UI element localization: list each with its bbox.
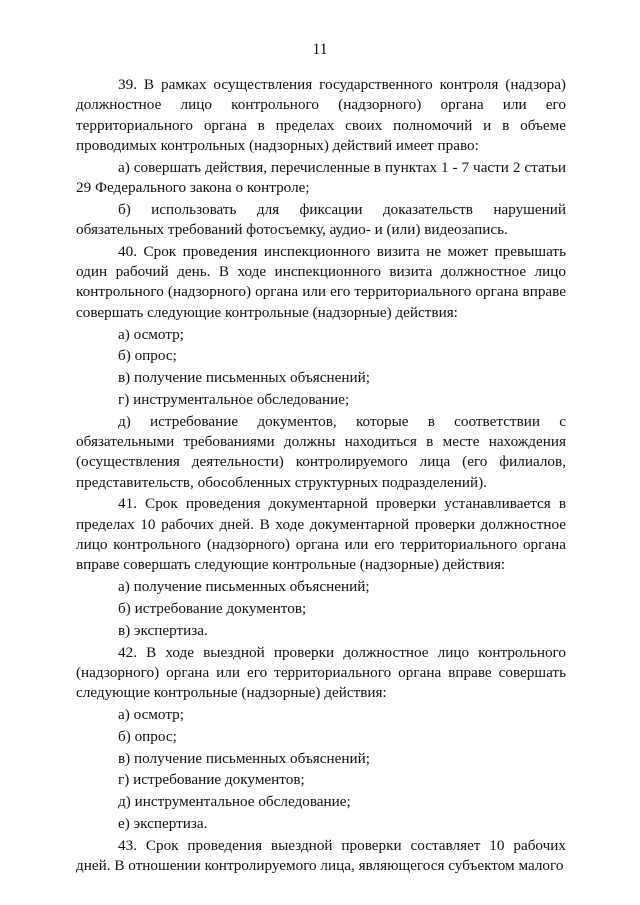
paragraph-42-item-a: а) осмотр; — [118, 705, 184, 723]
paragraph-43: 43. Срок проведения выездной проверки составляет 10 рабочих дней. В отношении контролируемого лица, являющегося субъектом малого — [76, 836, 566, 874]
document-body — [76, 75, 566, 878]
paragraph-40-item-a: а) осмотр; — [118, 325, 184, 343]
paragraph-40: 40. Срок проведения инспекционного визита не может превышать один рабочий день. В ходе инспекционного визита должностное лицо контрольного (надзорного) органа или его территориального органа вправе совершать следующие контрольные (надзорные) действия: — [76, 242, 566, 321]
paragraph-42-item-b: б) опрос; — [118, 727, 177, 745]
paragraph-40-item-v: в) получение письменных объяснений; — [118, 369, 371, 387]
paragraph-41: 41. Срок проведения документарной проверки устанавливается в пределах 10 рабочих дней. В ходе документарной проверки должностное лицо контрольного (надзорного) органа или его территориального органа вправе совершать следующие контрольные (надзорные) действия: — [76, 495, 566, 574]
paragraph-42-item-g: г) истребование документов; — [118, 771, 305, 789]
paragraph-41-item-a: а) получение письменных объяснений; — [118, 578, 370, 596]
paragraph-40-item-g: г) инструментальное обследование; — [118, 390, 350, 408]
paragraph-39-item-a: а) совершать действия, перечисленные в пунктах 1 - 7 части 2 статьи 29 Федерального закона о контроле; — [76, 158, 566, 196]
paragraph-42-item-d: д) инструментальное обследование; — [118, 793, 351, 811]
paragraph-42-item-e: е) экспертиза. — [118, 814, 208, 832]
paragraph-41-item-v: в) экспертиза. — [118, 621, 208, 639]
paragraph-41-item-b: б) истребование документов; — [118, 599, 307, 617]
paragraph-39-item-b: б) использовать для фиксации доказательств нарушений обязательных требований фотосъемку, аудио- и (или) видеозапись. — [76, 200, 566, 239]
paragraph-40-item-b: б) опрос; — [118, 347, 177, 365]
paragraph-40-item-d: д) истребование документов, которые в соответствии с обязательными требованиями должны находиться в месте нахождения (осуществления деятельности) контролируемого лица (его филиалов, представительств, обособленных структурных подразделений). — [76, 412, 566, 491]
paragraph-42: 42. В ходе выездной проверки должностное лицо контрольного (надзорного) органа или его территориального органа вправе совершать следующие контрольные (надзорные) действия: — [76, 643, 566, 702]
page-number: 11 — [312, 41, 328, 58]
paragraph-42-item-v: в) получение письменных объяснений; — [118, 749, 371, 767]
paragraph-39: 39. В рамках осуществления государственного контроля (надзора) должностное лицо контрольного (надзорного) органа или его территориального органа в пределах своих полномочий и в объеме проводимых контрольных (надзорных) действий имеет право: — [76, 76, 566, 154]
